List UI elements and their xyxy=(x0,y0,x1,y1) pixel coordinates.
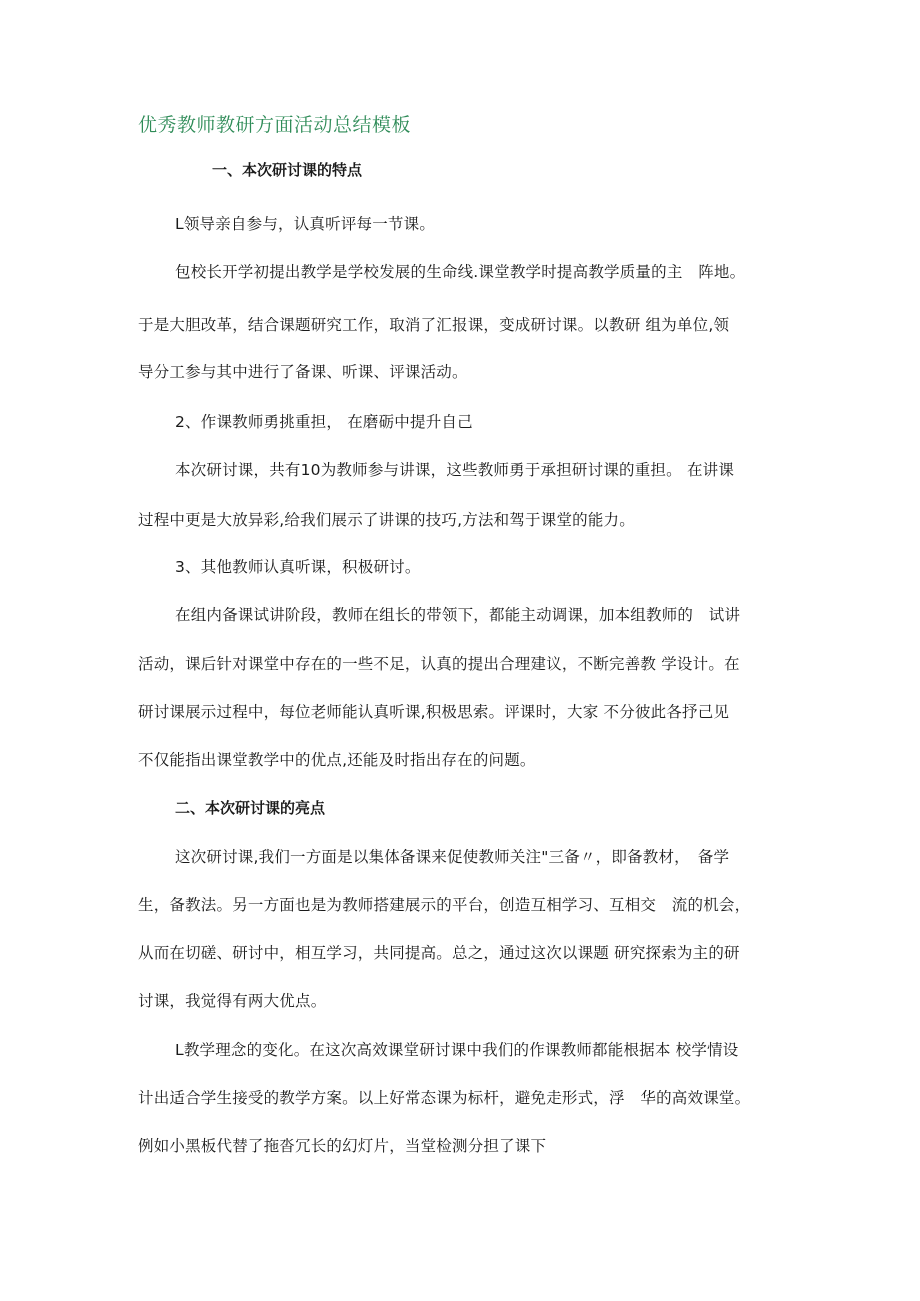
paragraph-line: 导分工参与其中进行了备课、听课、评课活动。 xyxy=(138,363,468,381)
paragraph-line: 不仅能指出课堂教学中的优点,还能及时指出存在的问题。 xyxy=(138,751,536,769)
section-2-heading: 二、本次研讨课的亮点 xyxy=(175,799,326,817)
paragraph-line: 研讨课展示过程中，每位老师能认真听课,积极思索。评课时，大家 不分彼此各抒己见 xyxy=(138,703,730,721)
paragraph-line: 在组内备课试讲阶段，教师在组长的带领下，都能主动调课，加本组教师的 试讲 xyxy=(175,606,741,624)
paragraph-line: 从而在切磋、研讨中，相互学习，共同提高。总之，通过这次以课题 研究探索为主的研 xyxy=(138,944,740,962)
paragraph-line: 活动，课后针对课堂中存在的一些不足，认真的提出合理建议，不断完善教 学设计。在 xyxy=(138,655,740,673)
paragraph-line: 于是大胆改革，结合课题研究工作，取消了汇报课，变成研讨课。以教研 组为单位,领 xyxy=(138,316,730,334)
paragraph-line: 这次研讨课,我们一方面是以集体备课来促使教师关注"三备〃，即备教材， 备学 xyxy=(175,848,730,866)
paragraph-line: L教学理念的变化。在这次高效课堂研讨课中我们的作课教师都能根据本 校学情设 xyxy=(175,1041,739,1059)
paragraph-line: 本次研讨课，共有10为教师参与讲课，这些教师勇于承担研讨课的重担。 在讲课 xyxy=(175,461,735,479)
item-2-heading: 2、作课教师勇挑重担， 在磨砺中提升自己 xyxy=(175,413,473,431)
item-1-heading: L领导亲自参与，认真听评每一节课。 xyxy=(175,215,436,233)
paragraph-line: 计出适合学生接受的教学方案。以上好常态课为标杆，避免走形式，浮 华的高效课堂。 xyxy=(138,1089,751,1107)
item-3-heading: 3、其他教师认真听课，积极研讨。 xyxy=(175,558,421,576)
section-1-heading: 一、本次研讨课的特点 xyxy=(212,161,363,179)
paragraph-line: 包校长开学初提出教学是学校发展的生命线.课堂教学时提高教学质量的主 阵地。 xyxy=(175,263,746,281)
document-title: 优秀教师教研方面活动总结模板 xyxy=(138,114,412,136)
paragraph-line: 过程中更是大放异彩,给我们展示了讲课的技巧,方法和驾于课堂的能力。 xyxy=(138,511,635,529)
paragraph-line: 生，备教法。另一方面也是为教师搭建展示的平台，创造互相学习、互相交 流的机会， xyxy=(138,896,751,914)
paragraph-line: 例如小黑板代替了拖沓冗长的幻灯片，当堂检测分担了课下 xyxy=(138,1137,547,1155)
paragraph-line: 讨课，我觉得有两大优点。 xyxy=(138,992,327,1010)
